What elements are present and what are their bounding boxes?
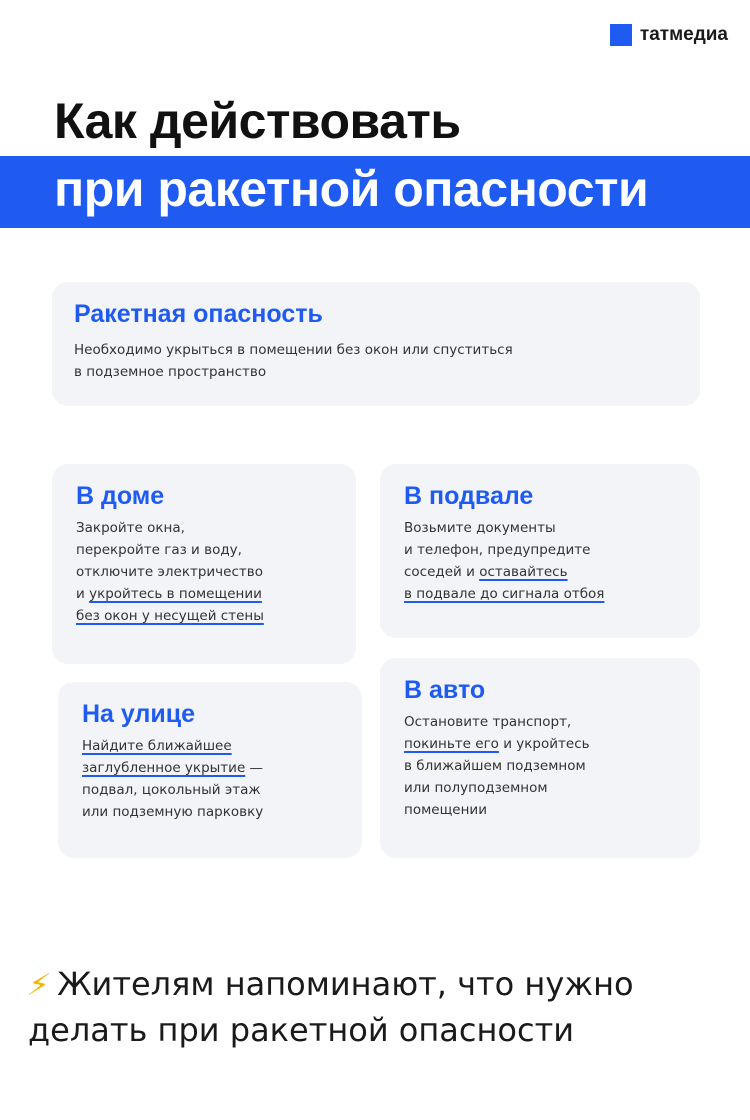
brand-name: татмедиа xyxy=(639,24,728,45)
on-street-text-underlined: Найдите ближайшее xyxy=(82,738,232,754)
in-car-text xyxy=(404,711,676,821)
missile-danger-line: Необходимо укрыться в помещении без окон или спуститься xyxy=(74,342,513,358)
in-basement-heading: В подвале xyxy=(404,482,534,510)
missile-danger-text xyxy=(74,339,678,383)
at-home-text xyxy=(76,517,332,627)
in-basement-text-plain: соседей и xyxy=(404,564,480,580)
caption-text: Жителям напоминают, что нужно делать при ракетной опасности xyxy=(28,965,634,1049)
in-basement-line: Возьмите документы xyxy=(404,520,556,536)
on-street-line xyxy=(82,757,338,779)
post-caption xyxy=(24,962,728,1052)
on-street-heading: На улице xyxy=(82,700,196,728)
in-car-heading: В авто xyxy=(404,676,486,704)
in-car-line xyxy=(404,733,676,755)
missile-danger-box xyxy=(52,282,700,406)
in-car-line: помещении xyxy=(404,802,487,818)
at-home-text-plain: и xyxy=(76,586,90,602)
at-home-line: отключите электричество xyxy=(76,564,263,580)
in-basement-text-underlined: в подвале до сигнала отбоя xyxy=(404,586,605,602)
in-car-line: или полуподземном xyxy=(404,780,548,796)
in-car-text-plain: и укройтесь xyxy=(498,736,590,752)
in-basement-line xyxy=(404,561,676,583)
in-basement-box xyxy=(380,464,700,638)
at-home-heading: В доме xyxy=(76,482,165,510)
in-basement-text-underlined: оставайтесь xyxy=(479,564,568,580)
at-home-box xyxy=(52,464,356,664)
on-street-text-plain: — xyxy=(245,760,264,776)
on-street-line: подвал, цокольный этаж xyxy=(82,782,261,798)
lightning-icon: ⚡ xyxy=(24,968,53,1003)
brand-logo xyxy=(610,24,728,46)
at-home-text-underlined: без окон у несущей стены xyxy=(76,608,264,624)
missile-danger-heading: Ракетная опасность xyxy=(74,300,323,328)
in-basement-line: и телефон, предупредите xyxy=(404,542,591,558)
at-home-line: Закройте окна, xyxy=(76,520,185,536)
on-street-text-underlined: заглубленное укрытие xyxy=(82,760,246,776)
at-home-line: перекройте газ и воду, xyxy=(76,542,242,558)
in-basement-text xyxy=(404,517,676,605)
in-car-line: Остановите транспорт, xyxy=(404,714,572,730)
at-home-text-underlined: укройтесь в помещении xyxy=(89,586,262,602)
title-line-1: Как действовать xyxy=(54,93,461,149)
in-car-line: в ближайшем подземном xyxy=(404,758,586,774)
missile-danger-line: в подземное пространство xyxy=(74,364,267,380)
brand-square-icon xyxy=(610,24,632,46)
on-street-box xyxy=(58,682,362,858)
in-car-box xyxy=(380,658,700,858)
at-home-line xyxy=(76,583,332,605)
on-street-line: или подземную парковку xyxy=(82,804,264,820)
in-car-text-underlined: покиньте его xyxy=(404,736,499,752)
title-line-2: при ракетной опасности xyxy=(54,161,649,217)
on-street-text xyxy=(82,735,338,823)
